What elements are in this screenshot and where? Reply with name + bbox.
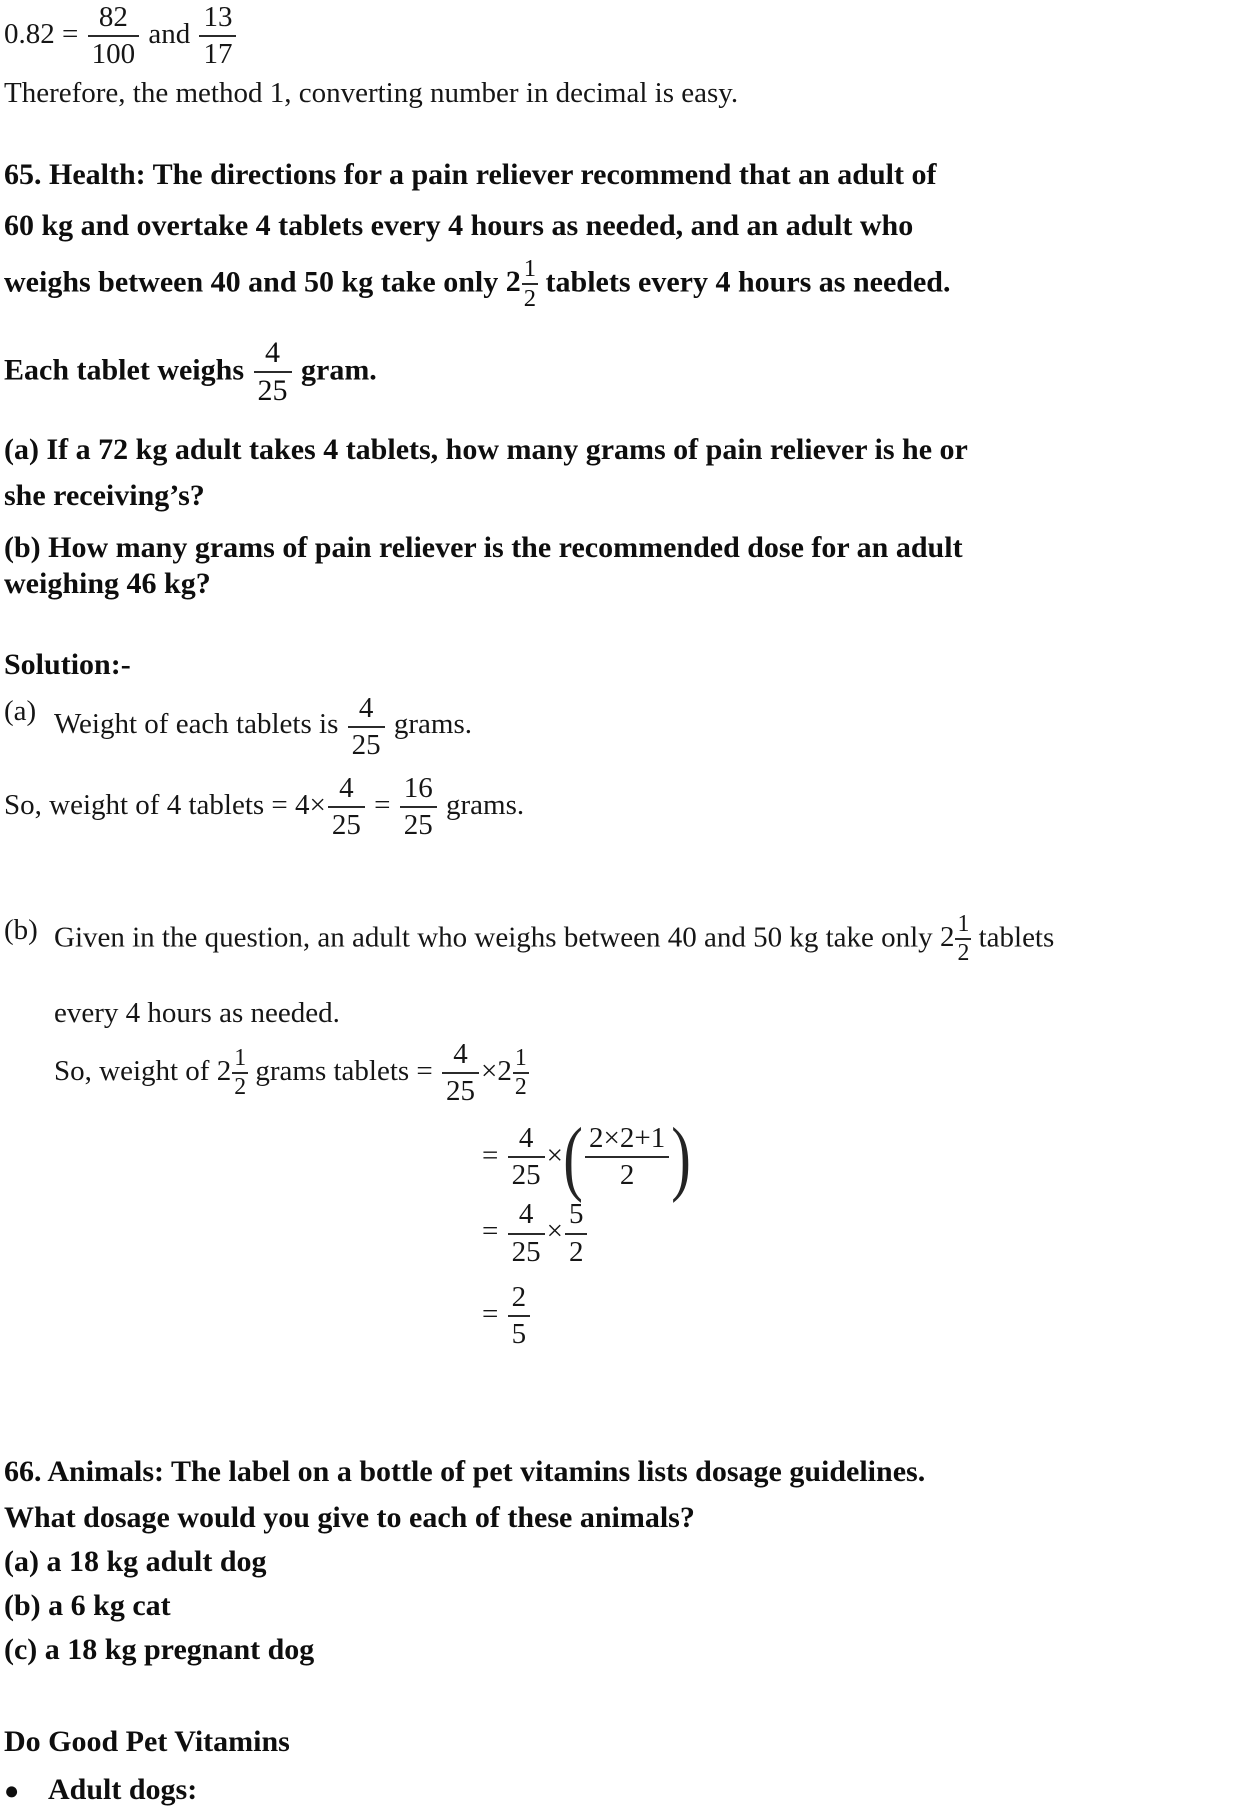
q65-part-a-line-1: (a) If a 72 kg adult takes 4 tablets, how many grams of pain reliever is he or bbox=[4, 432, 968, 466]
mixed-number: 2 $\frac{1}{2}$ bbox=[216, 1044, 247, 1101]
solution-b-line-2 bbox=[4, 995, 1249, 1031]
fraction: $\frac{1}{2}$ bbox=[514, 1044, 527, 1101]
q65-part-b-line-2: weighing 46 kg? bbox=[4, 566, 211, 600]
solution-a-line-1 bbox=[4, 693, 1249, 762]
q66-statement-line-1: 66. Animals: The label on a bottle of pet vitamins lists dosage guidelines. bbox=[4, 1455, 926, 1489]
solution-heading: Solution:- bbox=[4, 647, 131, 681]
fraction: $\frac{13}{17}$ bbox=[197, 2, 238, 71]
q65-part-b-line-1: (b) How many grams of pain reliever is the recommended dose for an adult bbox=[4, 530, 963, 564]
fraction: $\frac{2\times 2+1}{2}$ bbox=[583, 1123, 671, 1192]
q65-statement-line-3: weighs between 40 and 50 kg take only 2 $\frac{1}{2}$ tablets every 4 hours as needed. bbox=[4, 254, 951, 313]
q66-item-a: (a) a 18 kg adult dog bbox=[4, 1545, 267, 1579]
fraction: $\frac{1}{2}$ bbox=[957, 910, 970, 967]
q65-tablet-weight: Each tablet weighs $\frac{4}{25}$ gram. bbox=[4, 335, 377, 408]
fraction: $\frac{82}{100}$ bbox=[86, 2, 142, 71]
fraction: $\frac{4}{25}$ bbox=[252, 337, 294, 408]
q65-part-a-line-2: she receiving’s? bbox=[4, 478, 205, 512]
q66-item-b: (b) a 6 kg cat bbox=[4, 1589, 171, 1623]
fraction: $\frac{16}{25}$ bbox=[398, 773, 439, 842]
fraction: $\frac{4}{25}$ bbox=[440, 1039, 481, 1108]
fraction: $\frac{1}{2}$ bbox=[234, 1044, 247, 1101]
solution-b-line-2-text: every 4 hours as needed. bbox=[54, 997, 340, 1030]
adult-dogs-bullet-item bbox=[4, 1772, 1249, 1809]
solution-b-line-3: So, weight of 2 $\frac{1}{2}$ grams tablets = $\frac{4}{25}$ ×2 $\frac{1}{2}$ bbox=[54, 1038, 527, 1108]
intro-equation: 0.82 = $\frac{82}{100}$ and $\frac{13}{17}$ bbox=[4, 2, 1249, 71]
solution-b-label: (b) bbox=[4, 913, 38, 946]
fraction: $\frac{2}{5}$ bbox=[506, 1282, 533, 1351]
fraction: $\frac{5}{2}$ bbox=[563, 1199, 590, 1268]
fraction: $\frac{4}{25}$ bbox=[346, 693, 387, 762]
q66-statement-line-2: What dosage would you give to each of these animals? bbox=[4, 1501, 695, 1535]
q66-item-c: (c) a 18 kg pregnant dog bbox=[4, 1633, 315, 1667]
fraction: $\frac{4}{25}$ bbox=[506, 1199, 547, 1268]
equation-row-1: = $\frac{4}{25}$ ×( $\frac{2\times 2+1}{2}$ ) bbox=[482, 1110, 692, 1204]
bullet-icon: ● bbox=[4, 1776, 20, 1806]
mixed-number: 2 $\frac{1}{2}$ bbox=[505, 254, 537, 313]
right-paren: ) bbox=[671, 1110, 692, 1204]
solution-b-line-1 bbox=[4, 912, 1249, 967]
mixed-number: 2 $\frac{1}{2}$ bbox=[497, 1044, 527, 1101]
equation-row-2: = $\frac{4}{25}$ × $\frac{5}{2}$ bbox=[482, 1199, 1249, 1268]
q65-statement-line-1: 65. Health: The directions for a pain reliever recommend that an adult of bbox=[4, 157, 937, 191]
q65-statement-line-2: 60 kg and overtake 4 tablets every 4 hours as needed, and an adult who bbox=[4, 208, 914, 242]
mixed-number: 2 $\frac{1}{2}$ bbox=[939, 910, 970, 967]
equation-row-3: = $\frac{2}{5}$ bbox=[482, 1282, 1249, 1351]
adult-dogs-label: Adult dogs: bbox=[48, 1773, 198, 1807]
vitamins-heading: Do Good Pet Vitamins bbox=[4, 1725, 290, 1759]
intro-note: Therefore, the method 1, converting number in decimal is easy. bbox=[4, 76, 739, 109]
solution-a-line-2: So, weight of 4 tablets = 4× $\frac{4}{25}$ = $\frac{16}{25}$ grams. bbox=[4, 772, 525, 842]
fraction: $\frac{4}{25}$ bbox=[326, 773, 367, 842]
solution-a-content: Weight of each tablets is $\frac{4}{25}$ grams. bbox=[54, 691, 472, 761]
fraction: $\frac{4}{25}$ bbox=[506, 1123, 547, 1192]
solution-a-label: (a) bbox=[4, 694, 37, 727]
solution-b-content: Given in the question, an adult who weighs between 40 and 50 kg take only 2 $\frac{1}{2}$ tablets bbox=[54, 910, 1055, 967]
fraction: $\frac{1}{2}$ bbox=[523, 254, 537, 313]
left-paren: ( bbox=[563, 1110, 583, 1204]
